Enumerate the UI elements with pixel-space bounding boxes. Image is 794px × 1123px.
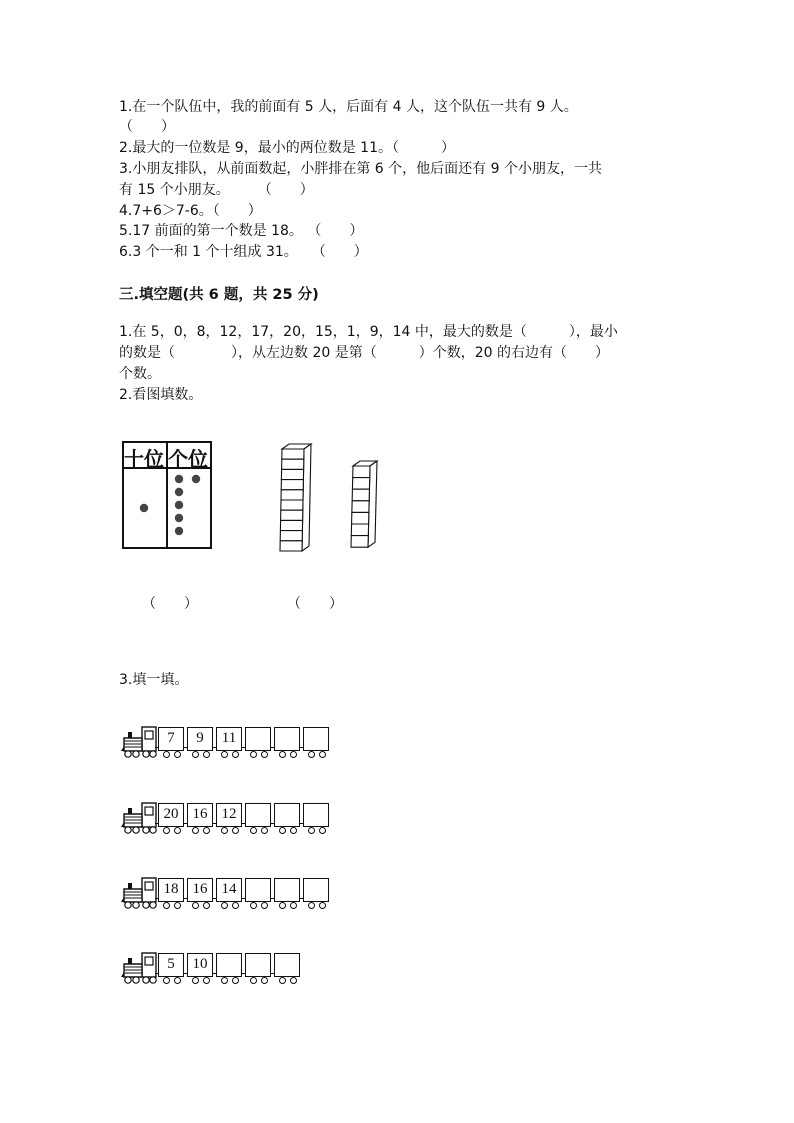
train-car: 7 — [158, 727, 184, 751]
wheel — [192, 751, 199, 758]
section-title: 三.填空题(共 6 题，共 25 分) — [119, 287, 319, 303]
cube — [352, 512, 369, 524]
train-car-blank[interactable] — [303, 803, 329, 827]
coupler — [300, 823, 303, 824]
cube — [351, 524, 368, 536]
coupler — [155, 747, 158, 748]
train-car-blank[interactable] — [245, 953, 271, 977]
train-car: 20 — [158, 803, 184, 827]
wheel — [261, 977, 268, 984]
fill-question-3: 3.填一填。 — [119, 672, 189, 688]
train-car: 5 — [158, 953, 184, 977]
question-3-line-1: 3.小朋友排队，从前面数起，小胖排在第 6 个，他后面还有 9 个小朋友，一共 — [119, 161, 602, 177]
train-car: 9 — [187, 727, 213, 751]
locomotive — [120, 950, 160, 986]
coupler — [155, 973, 158, 974]
bead — [192, 475, 200, 483]
wheel — [279, 751, 286, 758]
ones-header: 个位 — [168, 447, 208, 471]
wheel — [163, 902, 170, 909]
wheel — [221, 827, 228, 834]
cube — [282, 449, 304, 459]
wheel — [290, 902, 297, 909]
train-car-blank[interactable] — [303, 727, 329, 751]
cube — [281, 500, 303, 510]
wheel — [290, 977, 297, 984]
coupler — [300, 898, 303, 899]
wheel — [232, 827, 239, 834]
train-car-blank[interactable] — [216, 953, 242, 977]
coupler — [184, 823, 187, 824]
wheel — [308, 902, 315, 909]
wheel — [232, 977, 239, 984]
ones-beads — [175, 475, 200, 535]
wheel — [290, 827, 297, 834]
locomotive — [120, 800, 160, 836]
wheel — [290, 751, 297, 758]
answer-blank-right[interactable]: （ ） — [287, 596, 343, 612]
coupler — [242, 898, 245, 899]
train-car: 12 — [216, 803, 242, 827]
coupler — [213, 898, 216, 899]
cube — [281, 490, 303, 500]
locomotive — [120, 724, 160, 760]
bead — [175, 527, 183, 535]
wheel — [203, 827, 210, 834]
train-car: 18 — [158, 878, 184, 902]
train-car-blank[interactable] — [245, 878, 271, 902]
wheel — [250, 977, 257, 984]
coupler — [271, 973, 274, 974]
wheel — [221, 902, 228, 909]
cube — [353, 466, 370, 478]
wheel — [163, 751, 170, 758]
train-car: 11 — [216, 727, 242, 751]
coupler — [184, 898, 187, 899]
fill-question-1-line-1: 1.在 5，0，8，12，17，20，15，1，9，14 中，最大的数是（ ），最小 — [119, 324, 618, 340]
wheel — [192, 902, 199, 909]
question-1-answer-blank[interactable]: （ ） — [119, 119, 175, 135]
wheel — [308, 751, 315, 758]
train-car: 16 — [187, 803, 213, 827]
wheel — [261, 902, 268, 909]
wheel — [174, 977, 181, 984]
tens-beads — [140, 504, 148, 512]
cube — [280, 541, 302, 551]
coupler — [184, 747, 187, 748]
wheel — [163, 977, 170, 984]
coupler — [155, 823, 158, 824]
train-car-blank[interactable] — [274, 803, 300, 827]
train-car-blank[interactable] — [274, 727, 300, 751]
wheel — [174, 827, 181, 834]
train-car-blank[interactable] — [274, 953, 300, 977]
question-2: 2.最大的一位数是 9，最小的两位数是 11。（ ） — [119, 140, 455, 156]
coupler — [271, 898, 274, 899]
question-1-line-1: 1.在一个队伍中，我的前面有 5 人，后面有 4 人，这个队伍一共有 9 人。 — [119, 99, 578, 115]
question-6: 6.3 个一和 1 个十组成 31。 （ ） — [119, 244, 368, 260]
wheel — [174, 902, 181, 909]
fill-question-1-line-2: 的数是（ ），从左边数 20 是第（ ）个数，20 的右边有（ ） — [119, 345, 609, 361]
coupler — [242, 973, 245, 974]
train-car-blank[interactable] — [245, 727, 271, 751]
wheel — [250, 827, 257, 834]
train-car-blank[interactable] — [245, 803, 271, 827]
train-car: 16 — [187, 878, 213, 902]
coupler — [242, 823, 245, 824]
fill-question-2: 2.看图填数。 — [119, 387, 203, 403]
wheel — [203, 902, 210, 909]
wheel — [232, 751, 239, 758]
cube — [280, 520, 302, 530]
wheel — [261, 751, 268, 758]
coupler — [155, 898, 158, 899]
cube — [351, 536, 368, 548]
coupler — [213, 823, 216, 824]
wheel — [319, 827, 326, 834]
coupler — [213, 973, 216, 974]
wheel — [319, 751, 326, 758]
cube — [352, 478, 369, 490]
cube — [352, 489, 369, 501]
train-car: 14 — [216, 878, 242, 902]
tens-header: 十位 — [124, 447, 164, 471]
fill-question-1-line-3: 个数。 — [119, 366, 161, 382]
coupler — [300, 747, 303, 748]
wheel — [221, 977, 228, 984]
wheel — [221, 751, 228, 758]
wheel — [192, 827, 199, 834]
cube — [281, 480, 303, 490]
bead — [140, 504, 148, 512]
bead — [175, 514, 183, 522]
wheel — [174, 751, 181, 758]
wheel — [308, 827, 315, 834]
cube — [281, 469, 303, 479]
cube — [352, 501, 369, 513]
short-cube-column — [347, 460, 379, 556]
bead — [175, 488, 183, 496]
locomotive — [120, 875, 160, 911]
answer-blank-left[interactable]: （ ） — [142, 596, 198, 612]
wheel — [279, 827, 286, 834]
wheel — [232, 902, 239, 909]
wheel — [250, 751, 257, 758]
coupler — [184, 973, 187, 974]
cube — [282, 459, 304, 469]
train-car-blank[interactable] — [274, 878, 300, 902]
question-4: 4.7+6＞7-6。（ ） — [119, 203, 262, 219]
coupler — [213, 747, 216, 748]
train-car: 10 — [187, 953, 213, 977]
coupler — [242, 747, 245, 748]
coupler — [271, 823, 274, 824]
wheel — [279, 902, 286, 909]
wheel — [279, 977, 286, 984]
question-5: 5.17 前面的第一个数是 18。 （ ） — [119, 223, 364, 239]
wheel — [203, 977, 210, 984]
wheel — [250, 902, 257, 909]
train-car-blank[interactable] — [303, 878, 329, 902]
bead — [175, 475, 183, 483]
wheel — [163, 827, 170, 834]
question-3-line-2: 有 15 个小朋友。 （ ） — [119, 182, 314, 198]
wheel — [261, 827, 268, 834]
cube — [281, 510, 303, 520]
bead — [175, 501, 183, 509]
cube — [280, 531, 302, 541]
coupler — [271, 747, 274, 748]
place-value-table — [122, 441, 214, 555]
wheel — [192, 977, 199, 984]
tall-cube-column — [276, 443, 316, 559]
wheel — [203, 751, 210, 758]
wheel — [319, 902, 326, 909]
